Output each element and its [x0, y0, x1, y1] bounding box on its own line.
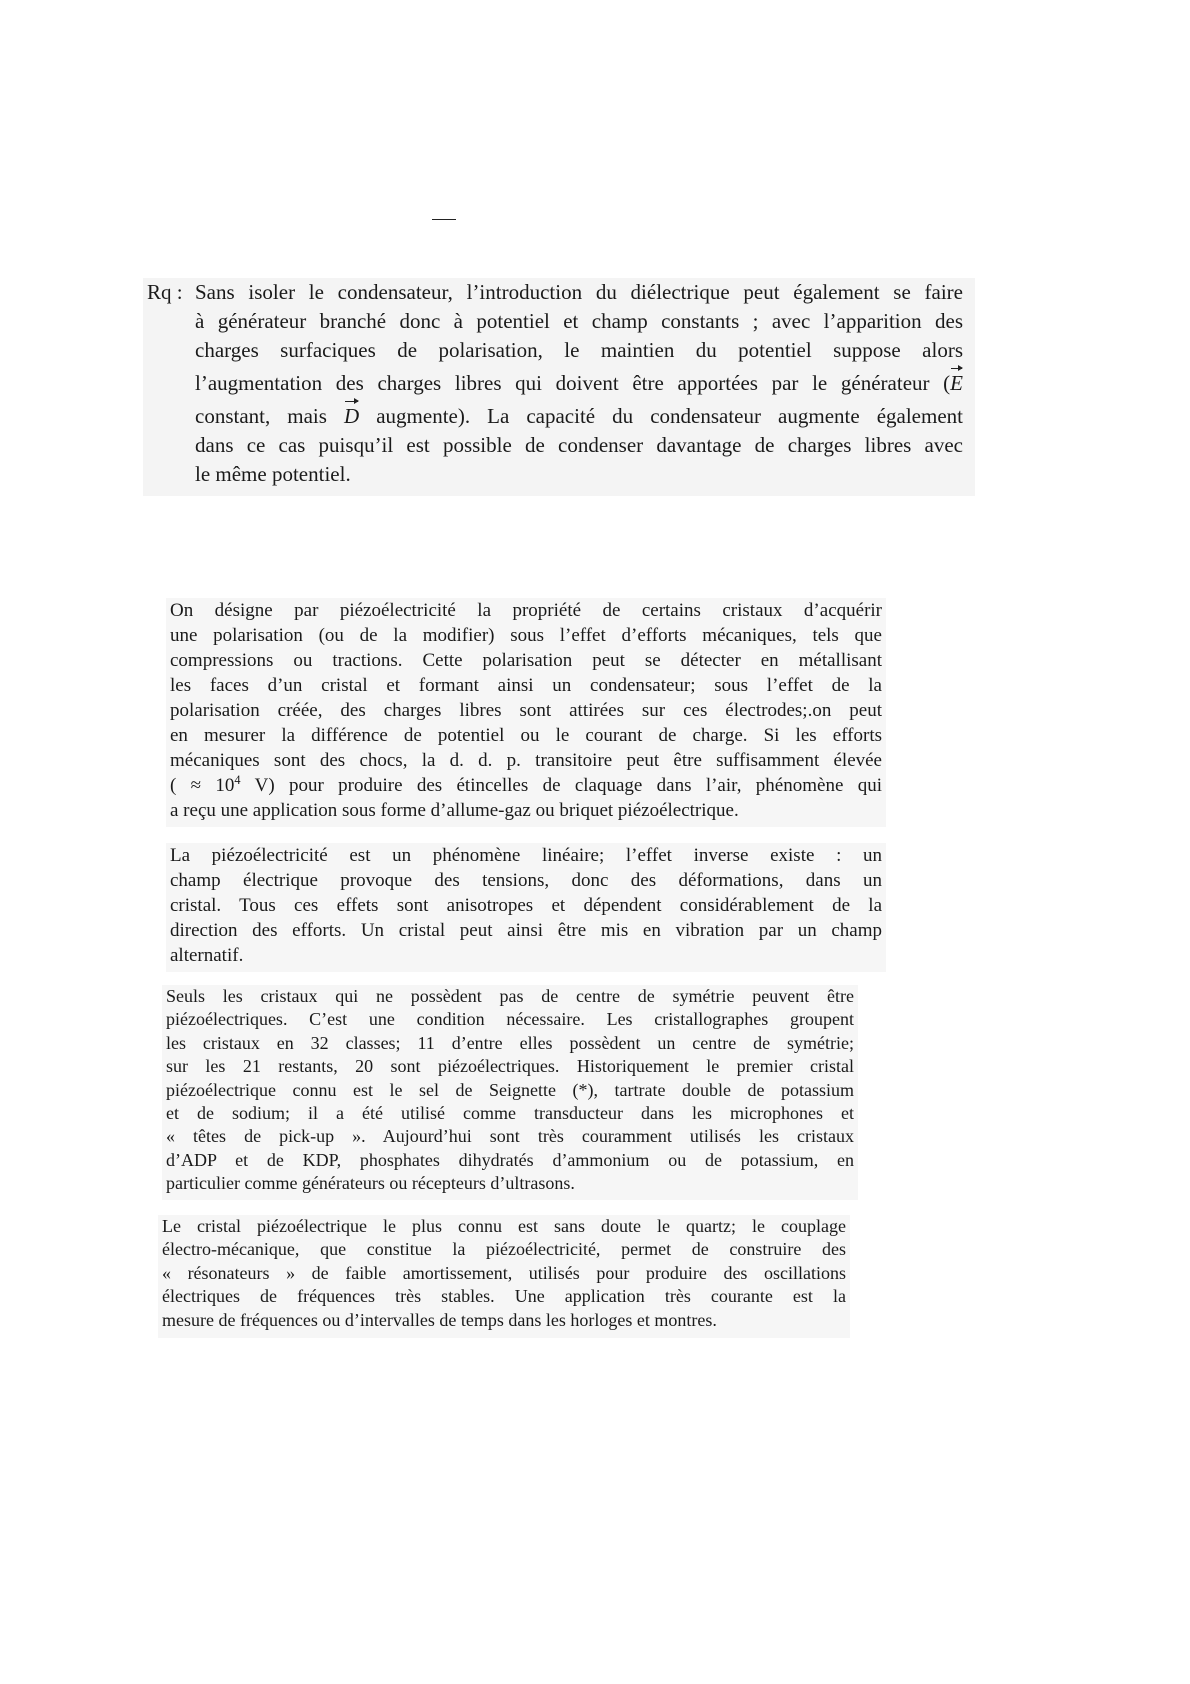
paragraph-quartz — [158, 1215, 850, 1338]
remark-line: l’augmentation des charges libres qui doivent être apportées par le générateur (E — [195, 365, 963, 398]
text-line: sur les 21 restants, 20 sont piézoélectriques. Historiquement le premier cristal — [166, 1056, 854, 1077]
separator-dash — [432, 219, 456, 220]
text-line: champ électrique provoque des tensions, donc des déformations, dans un — [170, 870, 882, 891]
text-line: d’ADP et de KDP, phosphates dihydratés d’ammonium ou de potassium, en — [166, 1149, 854, 1170]
remark-block — [143, 278, 975, 496]
text-line: Le cristal piézoélectrique le plus connu est sans doute le quartz; le couplage — [162, 1216, 846, 1236]
text-line: La piézoélectricité est un phénomène linéaire; l’effet inverse existe : un — [170, 845, 882, 866]
text-line: en mesurer la différence de potentiel ou le courant de charge. Si les efforts — [170, 725, 882, 746]
text-line: compressions ou tractions. Cette polarisation peut se détecter en métallisant — [170, 650, 882, 671]
text-line: « têtes de pick-up ». Aujourd’hui sont très couramment utilisés les cristaux — [166, 1126, 854, 1147]
text-line: On désigne par piézoélectricité la propriété de certains cristaux d’acquérir — [170, 600, 882, 621]
text-line: et de sodium; il a été utilisé comme transducteur dans les microphones et — [166, 1102, 854, 1123]
text-line: direction des efforts. Un cristal peut ainsi être mis en vibration par un champ — [170, 920, 882, 941]
vector-e: E — [950, 365, 963, 402]
text-line: électro-mécanique, que constitue la piézoélectricité, permet de construire des — [162, 1239, 846, 1260]
vector-d: D — [344, 398, 359, 435]
remark-line: dans ce cas puisqu’il est possible de condenser davantage de charges libres avec — [195, 433, 963, 457]
paragraph-crystal-classes — [162, 985, 858, 1200]
paragraph-piezo-definition — [166, 598, 886, 827]
text-line: une polarisation (ou de la modifier) sous l’effet d’efforts mécaniques, tels que — [170, 625, 882, 646]
text-line: alternatif. — [170, 945, 244, 966]
text-line: piézoélectrique connu est le sel de Seignette (*), tartrate double de potassium — [166, 1079, 854, 1100]
remark-label: Rq : — [147, 280, 183, 304]
text-line: les cristaux en 32 classes; 11 d’entre elles possèdent un centre de symétrie; — [166, 1032, 854, 1053]
remark-text — [195, 278, 963, 489]
text-line: mécaniques sont des chocs, la d. d. p. transitoire peut être suffisamment élevée — [170, 750, 882, 771]
text-line: ( ≈ $10^4$ V) pour produire des étincelles de claquage dans l’air, phénomène qui — [170, 773, 882, 796]
remark-line: Sans isoler le condensateur, l’introduction du diélectrique peut également se faire — [195, 280, 963, 304]
text-line: a reçu une application sous forme d’allume-gaz ou briquet piézoélectrique. — [170, 800, 739, 821]
remark-line: constant, mais D augmente). La capacité du condensateur augmente également — [195, 398, 963, 431]
remark-line: à générateur branché donc à potentiel et champ constants ; avec l’apparition des — [195, 309, 963, 333]
text-line: piézoélectriques. C’est une condition nécessaire. Les cristallographes groupent — [166, 1009, 854, 1030]
text-line: particulier comme générateurs ou récepteurs d’ultrasons. — [166, 1173, 575, 1194]
text-line: électriques de fréquences très stables. Une application très courante est la — [162, 1286, 846, 1307]
text-line: « résonateurs » de faible amortissement, utilisés pour produire des oscillations — [162, 1262, 846, 1283]
remark-line: charges surfaciques de polarisation, le maintien du potentiel suppose alors — [195, 338, 963, 362]
text-line: Seuls les cristaux qui ne possèdent pas de centre de symétrie peuvent être — [166, 986, 854, 1006]
paragraph-linear-effect — [166, 843, 886, 972]
text-line: les faces d’un cristal et formant ainsi un condensateur; sous l’effet de la — [170, 675, 882, 696]
text-line: mesure de fréquences ou d’intervalles de temps dans les horloges et montres. — [162, 1309, 717, 1330]
remark-line: le même potentiel. — [195, 462, 351, 486]
text-line: cristal. Tous ces effets sont anisotropes et dépendent considérablement de la — [170, 895, 882, 916]
text-line: polarisation créée, des charges libres sont attirées sur ces électrodes;.on peut — [170, 700, 882, 721]
